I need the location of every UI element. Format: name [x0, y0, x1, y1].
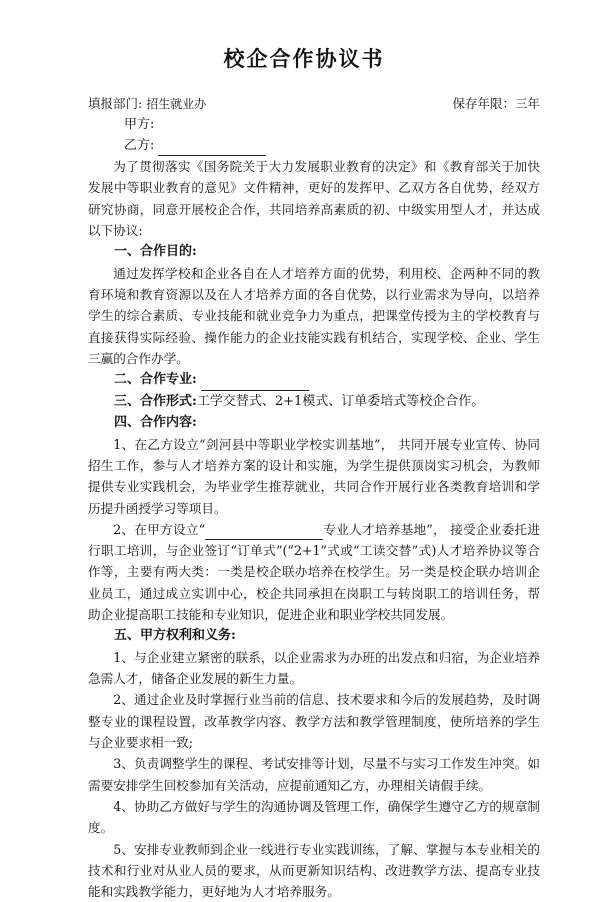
section-2-heading: 二、合作专业:	[114, 372, 197, 388]
section-4-heading: 四、合作内容:	[114, 415, 197, 431]
section-4-item-2-prefix: 2、在甲方设立“	[113, 521, 206, 537]
party-b-blank	[158, 141, 266, 156]
retention-period: 保存年限：三年	[452, 96, 540, 111]
party-a-line	[88, 114, 540, 135]
section-4-item-2-text: 专业人才培养基地”， 接受企业委托进行职工培训，与企业签订“订单式”(“2+1”式或“工读交替”式)人才培养协议等合作等，主要有两大类：一类是校企联办培养在校学生。另一类是校企联办培训企业员工，通过成立实训中心，校企共同承担在岗职工与转岗职工的培训任务，帮助企业提高职工技能和专业知识，促进企业和职业学校共同发展。	[88, 521, 540, 623]
section-4-item-2	[88, 519, 540, 625]
section-3-text: 工学交替式、2+1模式、订单委培式等校企合作。	[196, 393, 485, 409]
section-5-heading: 五、甲方权利和义务:	[114, 628, 236, 644]
section-1-text: 通过发挥学校和企业各自在人才培养方面的优势，利用校、企两种不同的教育环境和教育资源以及在人才培养方面的各自优势，以行业需求为导向，以培养学生的综合素质、专业技能和就业竞争力为重点，把课堂传授为主的学校教育与直接获得实际经验、操作能力的企业技能实践有机结合，实现学校、企业、学生三赢的合作办学。	[88, 265, 540, 366]
section-5-item-1: 1、与企业建立紧密的联系，以企业需求为办班的出发点和归宿，为企业培养急需人才，储备企业发展的新生力量。	[88, 649, 540, 687]
party-a-label: 甲方:	[124, 117, 155, 132]
section-5-item-2: 2、通过企业及时掌握行业当前的信息、技术要求和今后的发展趋势，及时调整专业的课程设置，改革教学内容、教学方法和教学管理制度，使所培养的学生与企业要求相一致;	[88, 692, 540, 751]
section-3-line	[88, 391, 540, 413]
document-title: 校企合作协议书	[223, 46, 385, 71]
section-3-heading: 三、合作形式:	[114, 393, 197, 409]
intro-paragraph: 为了贯彻落实《国务院关于大力发展职业教育的决定》和《教育部关于加快发展中等职业教育的意见》文件精神，更好的发挥甲、乙双方各自优势，经双方研究协商，同意开展校企合作，共同培养高素质的初、中级实用型人才，并达成以下协议:	[88, 159, 540, 238]
department-field	[88, 94, 206, 114]
party-b-label: 乙方:	[124, 138, 155, 153]
section-5-item-3: 3、负责调整学生的课程、考试安排等计划，尽量不与实习工作发生冲突。如需要安排学生回校参加有关活动，应提前通知乙方，办理相关请假手续。	[88, 756, 540, 793]
party-b-line	[88, 135, 540, 156]
meta-row	[88, 94, 540, 114]
section-1-heading: 一、合作目的:	[114, 244, 197, 260]
section-5-item-5: 5、安排专业教师到企业一线进行专业实践训练，了解、掌握与本专业相关的技术和行业对从业人员的要求，从而更新知识结构、改进教学方法、提高专业技能和实践教学能力，更好地为人才培养服务。	[88, 841, 540, 900]
section-4-item-1: 1、在乙方设立“剑河县中等职业学校实训基地”， 共同开展专业宣传、协同招生工作，参与人才培养方案的设计和实施，为学生提供顶岗实习机会，为教师提供专业实践机会，为毕业学生推荐就业，共同合作开展行业各类教育培训和学历提升函授学习等项目。	[88, 436, 540, 516]
department-label: 填报部门:	[88, 96, 143, 111]
department-value: 招生就业办	[146, 97, 207, 111]
section-5-item-4: 4、协助乙方做好与学生的沟通协调及管理工作，确保学生遵守乙方的规章制度。	[88, 798, 540, 836]
section-4-item-2-blank	[205, 525, 323, 540]
section-2-heading-line	[88, 369, 540, 391]
section-2-blank	[201, 376, 309, 391]
